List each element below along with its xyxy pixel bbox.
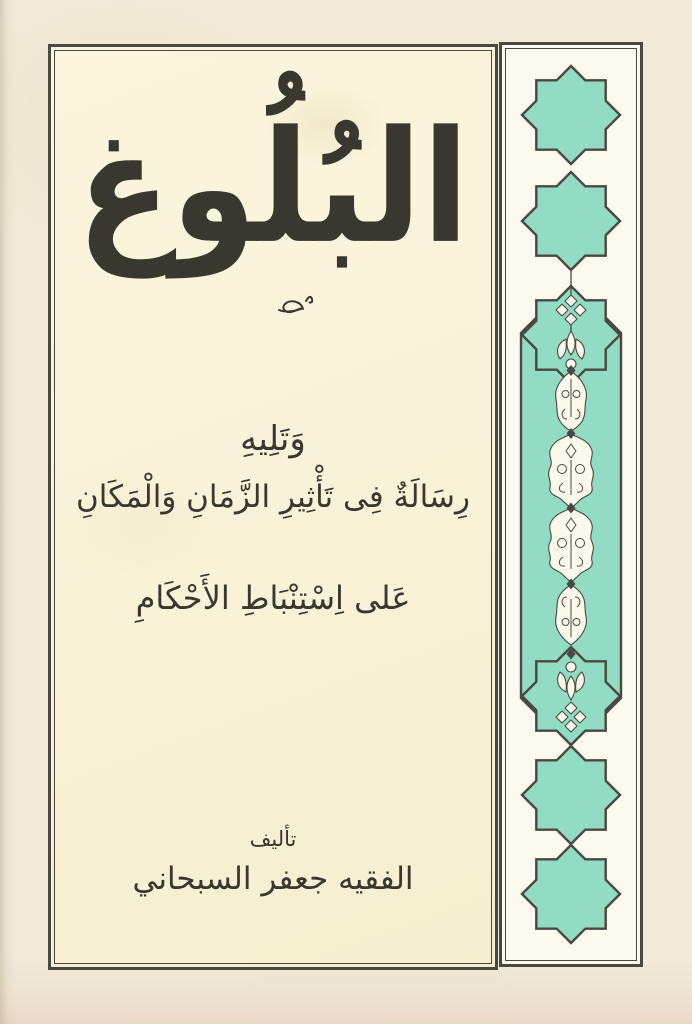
subtitle-lead: وَتَلِيهِ xyxy=(240,419,306,459)
ornament-column-frame xyxy=(499,42,643,967)
main-cover-frame xyxy=(48,44,498,970)
subtitle-line1: رِسَالَةٌ فِى تَأْثِيرِ الزَّمَانِ وَالْمَكَانِ xyxy=(76,479,470,515)
ornament-column-inner-frame xyxy=(505,48,637,961)
star-ornament-1 xyxy=(522,66,620,164)
subtitle-line2: عَلى اِسْتِنْبَاطِ الأَحْكَامِ xyxy=(135,579,411,617)
author-name: الفقيه جعفر السبحاني xyxy=(132,861,414,897)
main-cover-inner-frame xyxy=(54,50,492,964)
star-ornament-3 xyxy=(522,746,620,844)
star-ornament-2 xyxy=(522,172,620,270)
byline-label: تأليف xyxy=(249,827,297,851)
ornament-column-art xyxy=(506,49,636,960)
calligrapher-signature-mark xyxy=(260,293,320,321)
star-ornament-4 xyxy=(522,845,620,943)
book-title: البُلُوغ xyxy=(76,97,470,278)
